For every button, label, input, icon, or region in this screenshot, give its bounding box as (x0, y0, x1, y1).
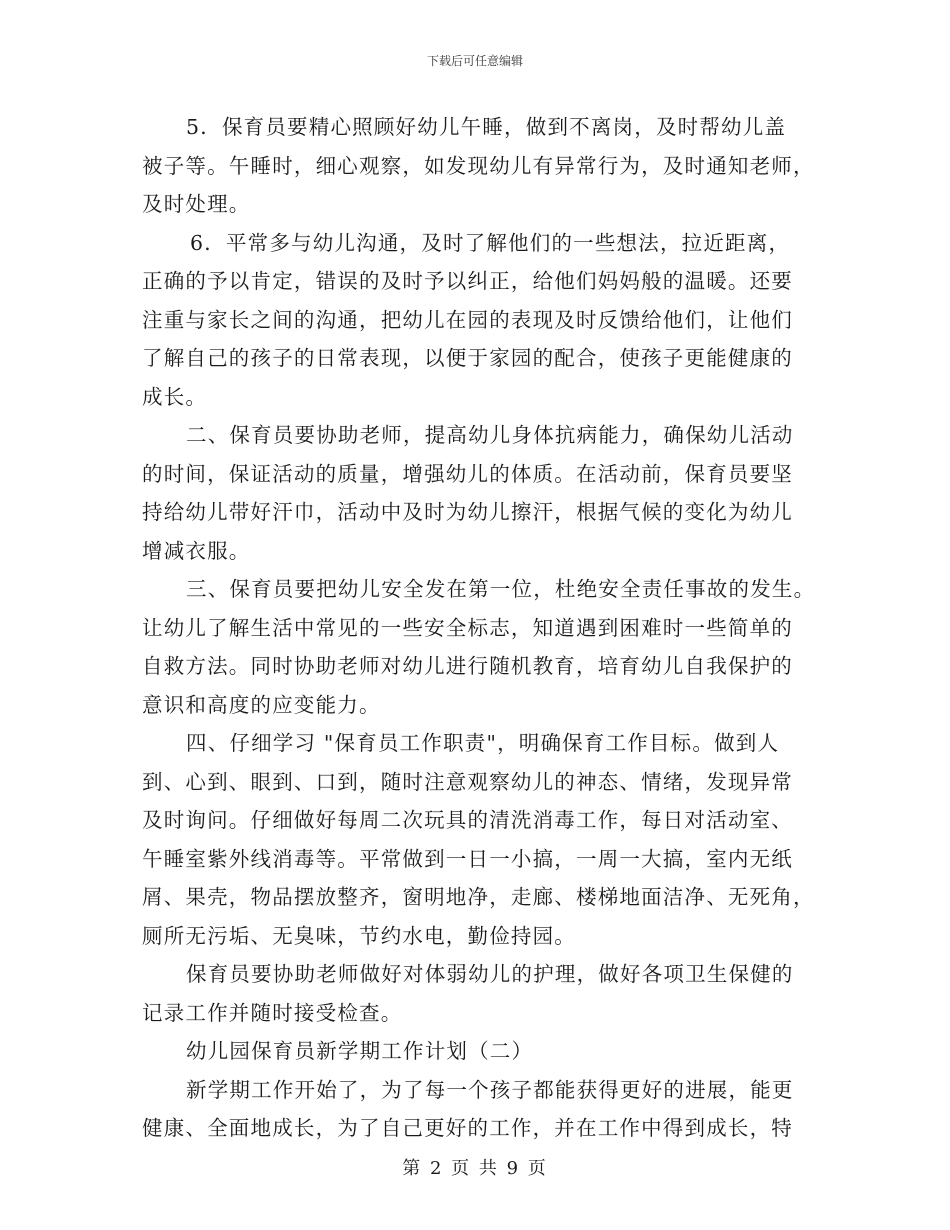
text-line: 保育员要协助老师做好对体弱幼儿的护理，做好各项卫生保健的 (186, 962, 794, 986)
text-line: 三、保育员要把幼儿安全发在第一位，杜绝安全责任事故的发生。 (186, 577, 816, 601)
header-note: 下载后可任意编辑 (426, 54, 523, 68)
paragraph-item-6 (142, 224, 810, 417)
text-line: 意识和高度的应变能力。 (142, 692, 381, 717)
text-line: 厕所无污垢、无臭味，节约水电，勤俭持园。 (142, 923, 576, 948)
page-number-footer: 第 2 页 共 9 页 (402, 1158, 548, 1179)
text-line: 四、仔细学习 "保育员工作职责"，明确保育工作目标。做到人 (186, 731, 780, 755)
text-line: 5．保育员要精心照顾好幼儿午睡，做到不离岗，及时帮幼儿盖 (186, 115, 787, 139)
text-line: 成长。 (142, 384, 208, 409)
text-line: 及时询问。仔细做好每周二次玩具的清洗消毒工作，每日对活动室、 (142, 808, 793, 832)
text-line: 了解自己的孩子的日常表现，以便于家园的配合，使孩子更能健康的 (142, 346, 793, 370)
paragraph-section-four (142, 724, 815, 955)
text-line: 记录工作并随时接受检查。 (142, 1000, 403, 1025)
text-line: 及时处理。 (142, 192, 251, 216)
text-line: 二、保育员要协助老师，提高幼儿身体抗病能力，确保幼儿活动 (186, 423, 794, 447)
text-line: 持给幼儿带好汗巾，活动中及时为幼儿擦汗，根据气候的变化为幼儿 (142, 500, 793, 524)
text-line: 到、心到、眼到、口到，随时注意观察幼儿的神态、情绪，发现异常 (142, 769, 793, 794)
paragraph-section-two (142, 416, 810, 570)
text-line: 被子等。午睡时，细心观察，如发现幼儿有异常行为，及时通知老师， (142, 153, 815, 178)
text-line: 的时间，保证活动的质量，增强幼儿的体质。在活动前，保育员要坚 (142, 461, 793, 486)
text-line: 屑、果壳，物品摆放整齐，窗明地净，走廊、楼梯地面洁净、无死角， (142, 885, 815, 909)
text-line: 新学期工作开始了，为了每一个孩子都能获得更好的进展，能更 (186, 1077, 794, 1102)
text-line: 6．平常多与幼儿沟通，及时了解他们的一些想法，拉近距离， (190, 230, 791, 255)
paragraph-care (142, 955, 810, 1032)
text-line: 午睡室紫外线消毒等。平常做到一日一小搞，一周一大搞，室内无纸 (142, 846, 793, 871)
text-line: 注重与家长之间的沟通，把幼儿在园的表现及时反馈给他们，让他们 (142, 307, 793, 332)
text-line: 正确的予以肯定，错误的及时予以纠正，给他们妈妈般的温暖。还要 (142, 269, 793, 293)
section-title-plan-two (142, 1032, 810, 1071)
text-line: 自救方法。同时协助老师对幼儿进行随机教育，培育幼儿自我保护的 (142, 654, 793, 678)
document-body (142, 108, 816, 1148)
text-line: 增减衣服。 (142, 538, 251, 563)
text-line: 幼儿园保育员新学期工作计划（二） (186, 1039, 534, 1063)
text-line: 让幼儿了解生活中常见的一些安全标志，知道遇到困难时一些简单的 (142, 615, 793, 640)
paragraph-item-5 (142, 108, 815, 224)
text-line: 健康、全面地成长，为了自己更好的工作，并在工作中得到成长，特 (142, 1116, 793, 1140)
paragraph-section-three (142, 570, 816, 724)
paragraph-new-semester (142, 1071, 810, 1148)
